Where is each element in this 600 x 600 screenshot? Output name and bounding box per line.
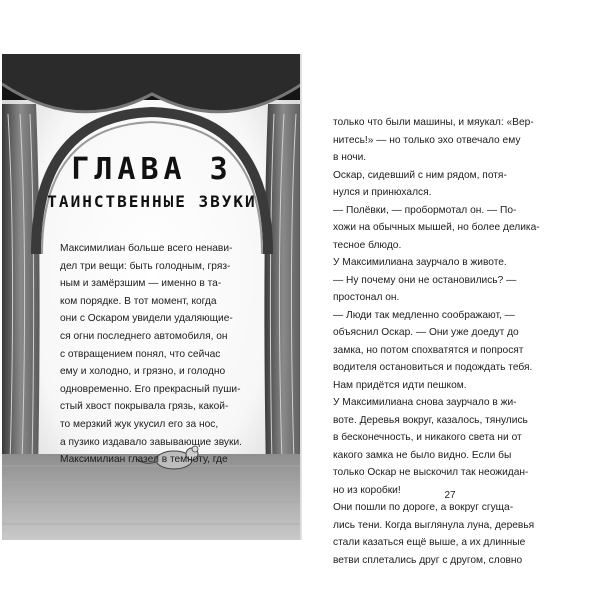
text-line: но из коробки!	[333, 484, 401, 496]
text-line: с отвращением понял, что сейчас	[60, 348, 221, 360]
text-line: дел три вещи: быть голодным, гряз-	[60, 260, 231, 272]
text-line: ком порядке. В тот момент, когда	[60, 295, 217, 307]
text-line: только Оскар не выскочил так неожидан-	[333, 467, 529, 478]
text-line: ветви сплетались друг с другом, словно	[333, 554, 523, 566]
chapter-subtitle: ТАИНСТВЕННЫЕ ЗВУКИ	[47, 192, 257, 211]
text-line: стали казаться ещё выше, а их длинные	[333, 537, 526, 548]
text-line: объяснил Оскар. — Они уже доедут до	[333, 327, 519, 338]
text-line: — Полёвки, — пробормотал он. — По-	[333, 204, 517, 216]
text-line: — Ну почему они не остановились? —	[333, 274, 517, 286]
text-line: стый хвост покрывала грязь, какой-	[60, 401, 229, 413]
left-page-text	[60, 240, 256, 469]
text-line: они с Оскаром увидели удаляющие-	[60, 313, 233, 325]
left-page-illustration	[2, 54, 302, 540]
text-line: — Люди так медленно соображают, —	[333, 309, 515, 321]
text-line: У Максимилиана заурчало в животе.	[333, 257, 507, 268]
text-line: ему и холодно, и грязно, и голодно	[60, 366, 226, 378]
book-spread	[2, 54, 598, 566]
text-line: нитесь!» — но только эхо отвечало ему	[333, 134, 521, 146]
right-page	[302, 54, 598, 566]
text-line: воте. Деревья вокруг, казалось, тянулись	[333, 414, 528, 426]
text-line: простонал он.	[333, 292, 400, 303]
text-line: лись тени. Когда выглянула луна, деревья	[333, 519, 535, 531]
text-line: то мерзкий жук укусил его за нос,	[60, 418, 219, 430]
page-number: 27	[444, 490, 456, 501]
text-line: Максимилиан глазел в темноту, где	[60, 454, 228, 466]
text-line: какого замка не было видно. Если бы	[333, 449, 512, 461]
text-line: тесное блюдо.	[333, 239, 402, 251]
text-line: только что были машины, и мяукал: «Вер-	[333, 117, 534, 128]
text-line: а пузико издавало завывающие звуки.	[60, 436, 242, 448]
text-line: Они пошли по дороге, а вокруг сгуща-	[333, 502, 514, 513]
text-line: нулся и принюхался.	[333, 187, 432, 198]
text-line: Максимилиан больше всего ненави-	[60, 243, 233, 254]
text-line: ся огни последнего автомобиля, он	[60, 330, 228, 342]
text-line: одновременно. Его прекрасный пуши-	[60, 383, 241, 395]
text-line: Оскар, сидевший с ним рядом, потя-	[333, 169, 507, 181]
text-line: замка, но потом спохватятся и попросят	[333, 344, 524, 356]
chapter-title: ГЛАВА 3	[71, 152, 233, 187]
text-line: ным и замёрзшим — именно в та-	[60, 278, 222, 290]
text-line: У Максимилиана снова заурчало в жи-	[333, 397, 517, 408]
text-line: Нам придётся идти пешком.	[333, 379, 467, 391]
text-line: хожи на обычных мышей, но более делика-	[333, 222, 540, 233]
text-line: в ночи.	[333, 152, 367, 163]
text-line: водителя остановиться и подождать тебя.	[333, 362, 533, 373]
text-line: в бесконечность, и никакого света ни от	[333, 432, 522, 443]
